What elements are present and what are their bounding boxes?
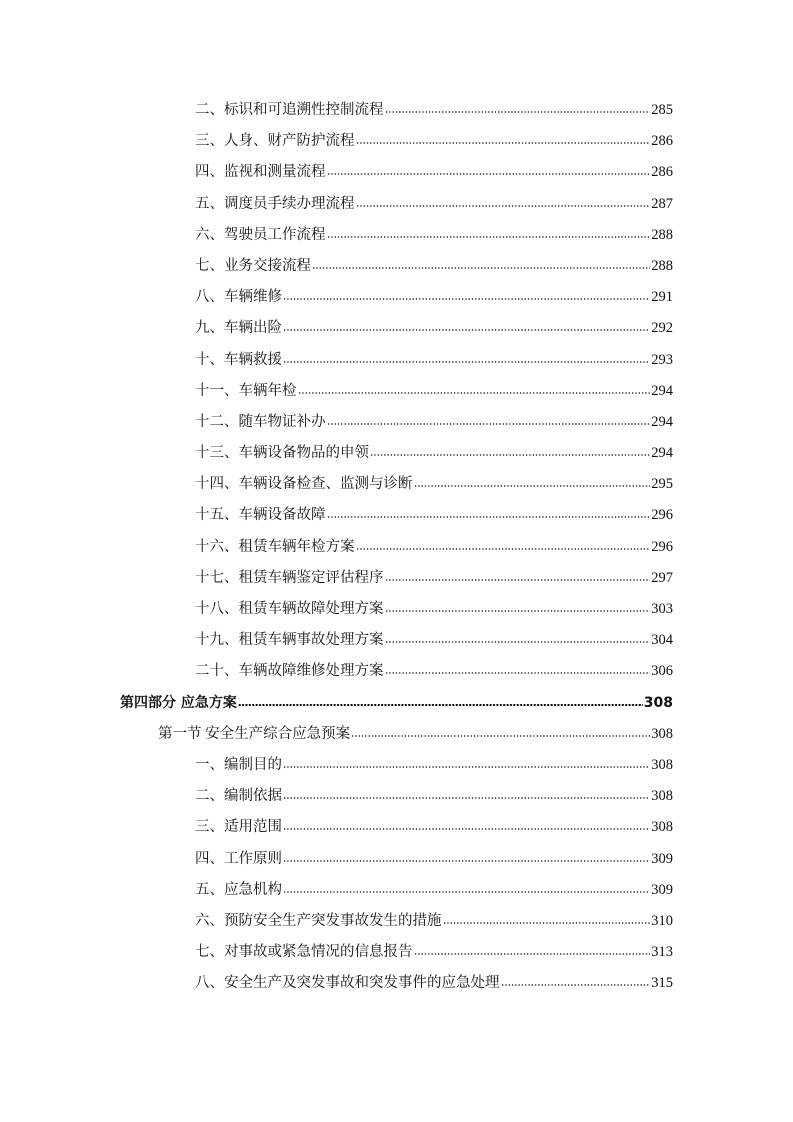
dot-leader <box>327 173 651 175</box>
toc-entry-page-number: 286 <box>651 164 673 181</box>
dot-leader <box>238 704 643 706</box>
toc-entry-page-number: 315 <box>651 975 673 992</box>
toc-entry[interactable] <box>0 906 793 937</box>
toc-entry[interactable] <box>0 937 793 968</box>
dot-leader <box>414 485 651 487</box>
toc-entry-page-number: 304 <box>651 632 673 649</box>
toc-entry-page-number: 291 <box>651 289 673 306</box>
dot-leader <box>501 984 651 986</box>
dot-leader <box>283 828 650 830</box>
toc-entry[interactable] <box>0 95 793 126</box>
toc-entry[interactable] <box>0 313 793 344</box>
toc-entry[interactable] <box>0 500 793 531</box>
toc-entry-page-number: 308 <box>651 756 673 773</box>
toc-entry-page-number: 308 <box>651 819 673 836</box>
toc-entry[interactable] <box>0 282 793 313</box>
dot-leader <box>443 922 651 924</box>
toc-entry-title: 十七、租赁车辆鉴定评估程序 <box>195 569 384 586</box>
toc-entry-title: 四、工作原则 <box>195 850 282 867</box>
toc-entry-title: 十五、车辆设备故障 <box>195 507 326 524</box>
dot-leader <box>283 329 650 331</box>
toc-entry[interactable] <box>0 407 793 438</box>
dot-leader <box>385 579 651 581</box>
dot-leader <box>327 423 651 425</box>
dot-leader <box>351 735 650 737</box>
dot-leader <box>298 392 651 394</box>
toc-entry-title: 十四、车辆设备检查、监测与诊断 <box>195 476 413 493</box>
table-of-contents <box>0 95 793 999</box>
toc-entry-title: 八、安全生产及突发事故和突发事件的应急处理 <box>195 975 500 992</box>
toc-entry[interactable] <box>0 844 793 875</box>
toc-entry-title: 十九、租赁车辆事故处理方案 <box>195 632 384 649</box>
toc-entry[interactable] <box>0 469 793 500</box>
toc-entry-page-number: 308 <box>643 694 673 711</box>
toc-entry-title: 六、预防安全生产突发事故发生的措施 <box>195 912 442 929</box>
toc-entry[interactable] <box>0 968 793 999</box>
toc-entry[interactable] <box>0 532 793 563</box>
toc-entry-title: 十一、车辆年检 <box>195 382 297 399</box>
toc-entry-page-number: 303 <box>651 601 673 617</box>
toc-entry[interactable] <box>0 719 793 750</box>
toc-entry[interactable] <box>0 594 793 625</box>
dot-leader <box>283 797 650 799</box>
toc-entry[interactable] <box>0 656 793 687</box>
toc-entry-title: 二十、车辆故障维修处理方案 <box>195 663 384 680</box>
toc-entry[interactable] <box>0 438 793 469</box>
dot-leader <box>327 236 651 238</box>
toc-entry-title: 五、调度员手续办理流程 <box>195 195 355 212</box>
toc-entry-page-number: 292 <box>651 320 673 337</box>
dot-leader <box>370 454 650 456</box>
toc-entry-page-number: 308 <box>651 788 673 805</box>
dot-leader <box>356 205 651 207</box>
toc-entry-page-number: 293 <box>651 351 673 368</box>
toc-entry[interactable] <box>0 563 793 594</box>
toc-entry[interactable] <box>0 812 793 843</box>
toc-entry[interactable] <box>0 157 793 188</box>
dot-leader <box>356 548 651 550</box>
toc-entry-title: 第一节 安全生产综合应急预案 <box>158 725 351 742</box>
toc-entry-title: 四、监视和测量流程 <box>195 164 326 181</box>
toc-entry-title: 八、车辆维修 <box>195 289 282 306</box>
toc-entry-title: 三、适用范围 <box>195 819 282 836</box>
toc-entry-page-number: 306 <box>651 663 673 680</box>
toc-entry-page-number: 309 <box>651 850 673 867</box>
toc-entry-title: 二、编制依据 <box>195 788 282 805</box>
toc-entry[interactable] <box>0 189 793 220</box>
dot-leader <box>414 953 651 955</box>
toc-entry-title: 二、标识和可追溯性控制流程 <box>195 102 384 118</box>
toc-entry-page-number: 308 <box>651 725 673 742</box>
toc-entry[interactable] <box>0 251 793 282</box>
toc-entry-title: 十二、随车物证补办 <box>195 413 326 430</box>
toc-entry-page-number: 296 <box>651 538 673 555</box>
toc-entry-title: 一、编制目的 <box>195 756 282 773</box>
dot-leader <box>385 672 651 674</box>
dot-leader <box>283 860 650 862</box>
toc-entry-page-number: 309 <box>651 881 673 898</box>
toc-entry-page-number: 286 <box>651 133 673 150</box>
toc-entry[interactable] <box>0 126 793 157</box>
toc-entry[interactable] <box>0 220 793 251</box>
toc-entry[interactable] <box>0 625 793 656</box>
toc-entry-title: 九、车辆出险 <box>195 320 282 337</box>
toc-entry-title: 六、驾驶员工作流程 <box>195 226 326 243</box>
toc-entry-title: 三、人身、财产防护流程 <box>195 133 355 150</box>
toc-entry-title: 七、业务交接流程 <box>195 257 311 274</box>
toc-entry-page-number: 288 <box>651 257 673 274</box>
toc-entry-page-number: 285 <box>651 102 673 118</box>
dot-leader <box>283 361 650 363</box>
toc-entry[interactable] <box>0 875 793 906</box>
toc-entry[interactable] <box>0 750 793 781</box>
toc-entry[interactable] <box>0 345 793 376</box>
toc-entry-page-number: 294 <box>651 413 673 430</box>
toc-entry-page-number: 297 <box>651 569 673 586</box>
dot-leader <box>312 267 650 269</box>
toc-entry[interactable] <box>0 781 793 812</box>
toc-entry-page-number: 287 <box>651 195 673 212</box>
toc-entry-page-number: 288 <box>651 226 673 243</box>
toc-entry[interactable] <box>0 688 793 719</box>
toc-entry-page-number: 294 <box>651 445 673 462</box>
dot-leader <box>283 766 650 768</box>
toc-entry-title: 十、车辆救援 <box>195 351 282 368</box>
toc-entry-title: 五、应急机构 <box>195 881 282 898</box>
toc-entry-title: 第四部分 应急方案 <box>120 694 237 711</box>
dot-leader <box>385 111 651 113</box>
toc-entry-page-number: 295 <box>651 476 673 493</box>
toc-entry-title: 十三、车辆设备物品的申领 <box>195 445 369 462</box>
toc-entry[interactable] <box>0 376 793 407</box>
toc-entry-title: 七、对事故或紧急情况的信息报告 <box>195 944 413 961</box>
toc-entry-page-number: 310 <box>651 912 673 929</box>
toc-entry-title: 十六、租赁车辆年检方案 <box>195 538 355 555</box>
dot-leader <box>283 298 650 300</box>
toc-entry-title: 十八、租赁车辆故障处理方案 <box>195 601 384 617</box>
dot-leader <box>385 610 651 612</box>
toc-entry-page-number: 313 <box>651 944 673 961</box>
toc-entry-page-number: 294 <box>651 382 673 399</box>
dot-leader <box>356 142 651 144</box>
dot-leader <box>327 516 651 518</box>
dot-leader <box>385 641 651 643</box>
dot-leader <box>283 891 650 893</box>
toc-entry-page-number: 296 <box>651 507 673 524</box>
